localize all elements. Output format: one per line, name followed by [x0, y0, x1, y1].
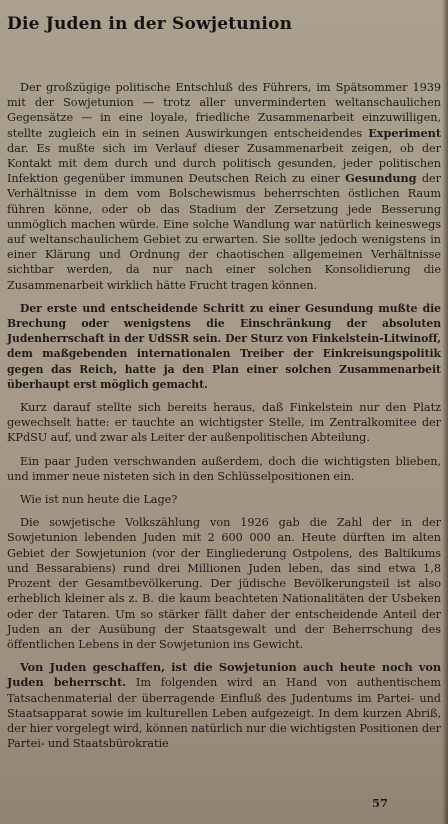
text-segment: Die sowjetische Volkszählung von 1926 gab die Zahl der in der Sowjetunion lebenden Juden mit 2 600 000 an. Heute dürften im alten Gebiet der Sowjetunion (vor der Eingliederung Ostpolens, des Baltikums und Bessarabiens) rund drei Millionen Juden leben, das sind etwa 1,8 Prozent der Gesamtbevölkerung. Der jüdische Bevölkerungsteil ist also erheblich kleiner als z. B. die kaum beachteten Nationalitäten der Usbeken oder der Tataren. Um so stärker fällt daher der entscheidende Anteil der Juden an der Ausübung der Staatsgewalt und der Beherrschung des öffentlichen Lebens in der Sowjetunion ins Gewicht. — [7, 516, 441, 651]
paragraph-1 — [7, 80, 441, 293]
bold-lead-sentence: Der erste und entscheidende Schritt zu einer Gesundung mußte die Brechung oder wenigstens die Einschränkung der absoluten Judenherrschaft in der UdSSR sein. — [7, 301, 441, 346]
page-number: 57 — [371, 796, 388, 810]
text-segment: der Verhältnisse in dem vom Bolschewismus beherrschten östlichen Raum führen könne, oder ob das Stadium der Zersetzung jede Besserung unmöglich machen würde. Eine solche Wandlung war natürlich keineswegs auf weltanschaulichem Gebiet zu erwarten. Sie sollte jedoch wenigstens in einer Klärung und Ordnung der chaotischen allgemeinen Verhältnisse sichtbar werden, da nur nach einer solchen Konsolidierung die Zusammenarbeit wirklich hätte Frucht tragen können. — [7, 172, 442, 292]
text-segment: Im folgenden wird an Hand von authentischem Tatsachenmaterial der überragende Einfluß des Judentums im Partei- und Staatsapparat sowie im kulturellen Leben aufgezeigt. In dem kurzen Abriß, der hier vorgelegt wird, können natürlich nur die wichtigsten Positionen der Partei- und Staatsbürokratie — [7, 676, 441, 751]
text-segment: dar. Es mußte sich im Verlauf dieser Zusammenarbeit zeigen, ob der Kontakt mit dem durch und durch politisch gesunden, jeder politischen Infektion gegenüber immunen Deutschen Reich zu einer — [7, 141, 441, 186]
text-segment: Ein paar Juden verschwanden außerdem, doch die wichtigsten blieben, und immer neue nisteten sich in den Schlüsselpositionen ein. — [7, 454, 441, 483]
paragraph-5 — [7, 492, 441, 507]
text-segment: Der großzügige politische Entschluß des Führers, im Spätsommer 1939 mit der Sowjetunion — trotz aller unverminderten weltanschaulichen Gegensätze — in eine loyale, friedliche Zusammenarbeit einzuwilligen, stellte zugleich ein in seinen Auswirkungen entscheidendes — [7, 81, 441, 140]
article-body — [7, 80, 441, 759]
emphasis-experiment: Experiment — [368, 125, 441, 140]
paragraph-3 — [7, 400, 441, 446]
page-edge-shadow — [442, 0, 448, 824]
page-title: Die Juden in der Sowjetunion — [7, 14, 293, 34]
bold-lead-sentence: Von Juden geschaffen, ist die Sowjetunion auch heute noch von Juden beherrscht. — [7, 660, 441, 690]
paragraph-6 — [7, 515, 441, 652]
text-segment: Der Sturz von Finkelstein-Litwinoff, dem maßgebenden internationalen Treiber der Einkreisungspolitik gegen das Reich, hatte ja den Plan einer solchen Zusammenarbeit überhaupt erst möglich gemacht. — [7, 332, 441, 391]
paragraph-7 — [7, 660, 441, 751]
text-segment: Kurz darauf stellte sich bereits heraus, daß Finkelstein nur den Platz gewechselt hatte: er tauchte an wichtigster Stelle, im Zentralkomitee der KPdSU auf, und zwar als Leiter der außenpolitischen Abteilung. — [7, 401, 441, 445]
paragraph-4 — [7, 454, 441, 484]
text-segment: Wie ist nun heute die Lage? — [20, 493, 178, 507]
paragraph-2 — [7, 301, 441, 392]
emphasis-gesundung: Gesundung — [345, 171, 417, 186]
